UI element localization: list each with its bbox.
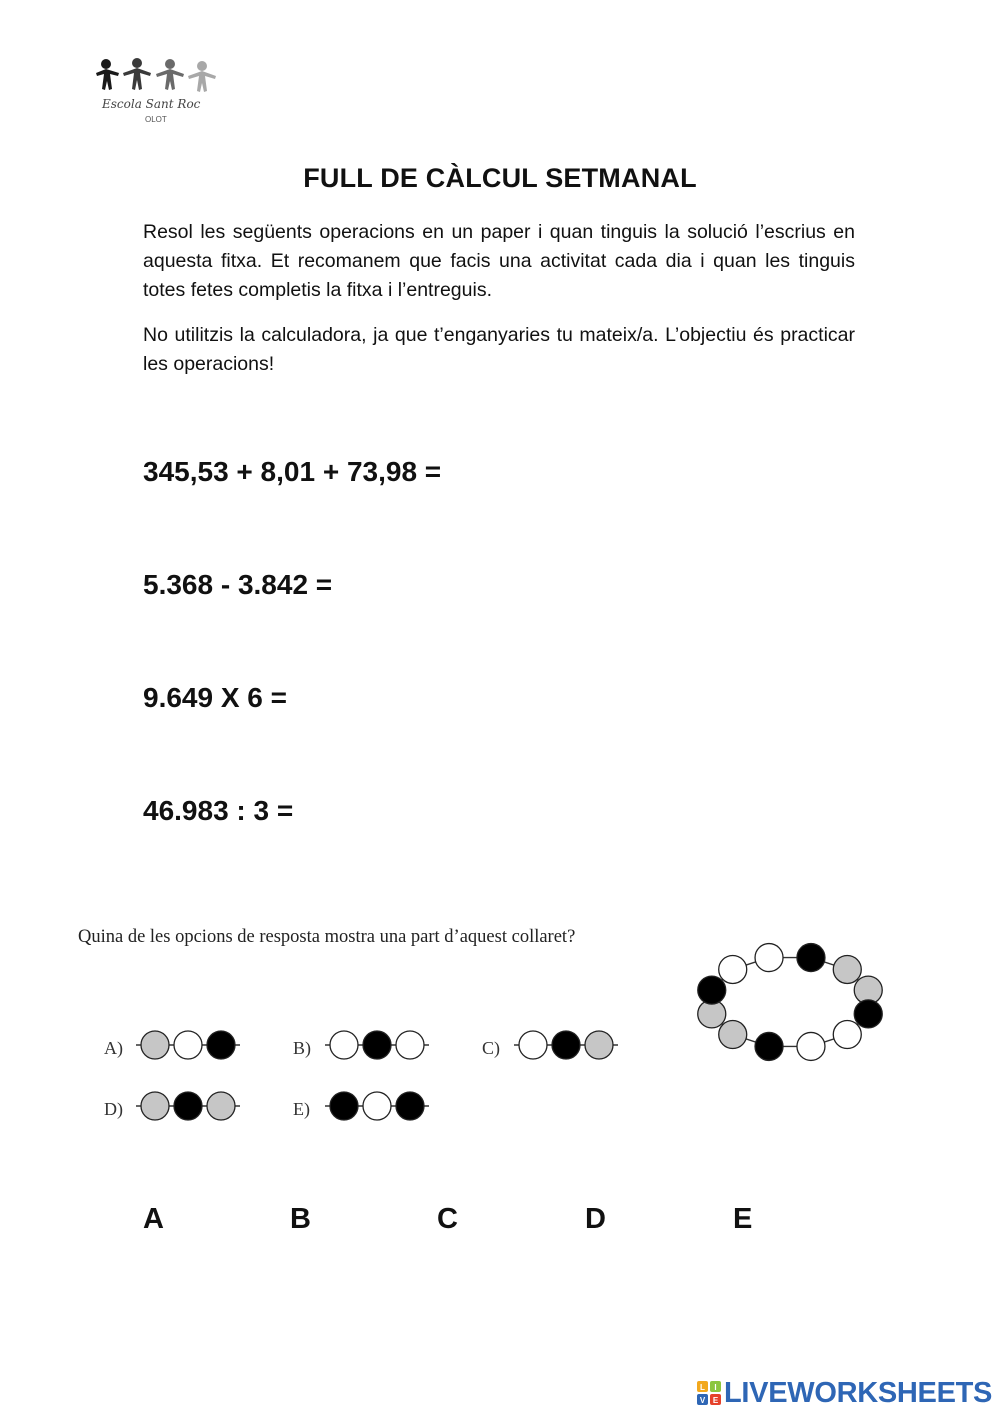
bead [552, 1031, 580, 1059]
brand-name: LIVEWORKSHEETS [724, 1377, 993, 1409]
option-c [482, 1028, 622, 1062]
bead [396, 1031, 424, 1059]
liveworksheets-icon [696, 1380, 722, 1406]
option-b-label: B) [293, 1038, 311, 1058]
option-c-beads [512, 1028, 622, 1062]
option-d-beads [134, 1089, 244, 1123]
necklace-bead [719, 955, 747, 983]
necklace-question: Quina de les opcions de resposta mostra una part d’aquest collaret? [78, 927, 576, 947]
necklace-bead [755, 944, 783, 972]
bead [585, 1031, 613, 1059]
option-e-beads [323, 1089, 433, 1123]
necklace-bead [797, 944, 825, 972]
children-chain-icon [92, 57, 222, 97]
necklace-bead [833, 1021, 861, 1049]
necklace-bead [797, 1032, 825, 1060]
necklace-bead [833, 955, 861, 983]
bead [174, 1031, 202, 1059]
necklace-bead [698, 976, 726, 1004]
option-b [293, 1028, 433, 1062]
answer-a[interactable]: A [143, 1203, 164, 1235]
school-name: Escola Sant Roc [102, 97, 201, 111]
bead [330, 1092, 358, 1120]
school-logo [88, 55, 228, 130]
necklace-figure [690, 935, 890, 1065]
option-c-label: C) [482, 1038, 500, 1058]
bead [174, 1092, 202, 1120]
necklace-bead [755, 1032, 783, 1060]
svg-text:V: V [699, 1396, 706, 1405]
answer-c[interactable]: C [437, 1203, 458, 1235]
answer-d[interactable]: D [585, 1203, 606, 1235]
option-a-beads [134, 1028, 244, 1062]
bead [141, 1031, 169, 1059]
necklace-bead [854, 1000, 882, 1028]
svg-text:L: L [700, 1383, 705, 1392]
instructions-paragraph-1: Resol les següents operacions en un paper i quan tinguis la solució l’escrius en aquesta fitxa. Et recomanem que facis una activitat cada dia i quan les tinguis totes fetes completis la fitxa i l’entreguis. [143, 221, 855, 301]
answer-e[interactable]: E [733, 1203, 753, 1235]
bead [207, 1092, 235, 1120]
operation-multiplication: 9.649 X 6 = [143, 682, 288, 713]
bead [396, 1092, 424, 1120]
option-e-label: E) [293, 1099, 310, 1119]
bead [363, 1031, 391, 1059]
necklace-bead [719, 1021, 747, 1049]
svg-text:E: E [712, 1396, 719, 1405]
operation-division: 46.983 : 3 = [143, 795, 294, 826]
option-d [104, 1089, 244, 1123]
operation-addition: 345,53 + 8,01 + 73,98 = [143, 456, 442, 487]
instructions-paragraph-2: No utilitzis la calculadora, ja que t’enganyaries tu mateix/a. L’objectiu és practicar les operacions! [143, 324, 855, 375]
bead [207, 1031, 235, 1059]
operation-subtraction: 5.368 - 3.842 = [143, 569, 333, 600]
option-d-label: D) [104, 1099, 123, 1119]
bead [330, 1031, 358, 1059]
bead [363, 1092, 391, 1120]
bead [141, 1092, 169, 1120]
school-city: OLOT [145, 115, 167, 124]
option-a [104, 1028, 244, 1062]
option-e [293, 1089, 433, 1123]
bead [519, 1031, 547, 1059]
option-a-label: A) [104, 1038, 123, 1058]
svg-text:I: I [714, 1383, 717, 1392]
option-b-beads [323, 1028, 433, 1062]
answer-b[interactable]: B [290, 1203, 311, 1235]
page-title: FULL DE CÀLCUL SETMANAL [303, 163, 697, 193]
